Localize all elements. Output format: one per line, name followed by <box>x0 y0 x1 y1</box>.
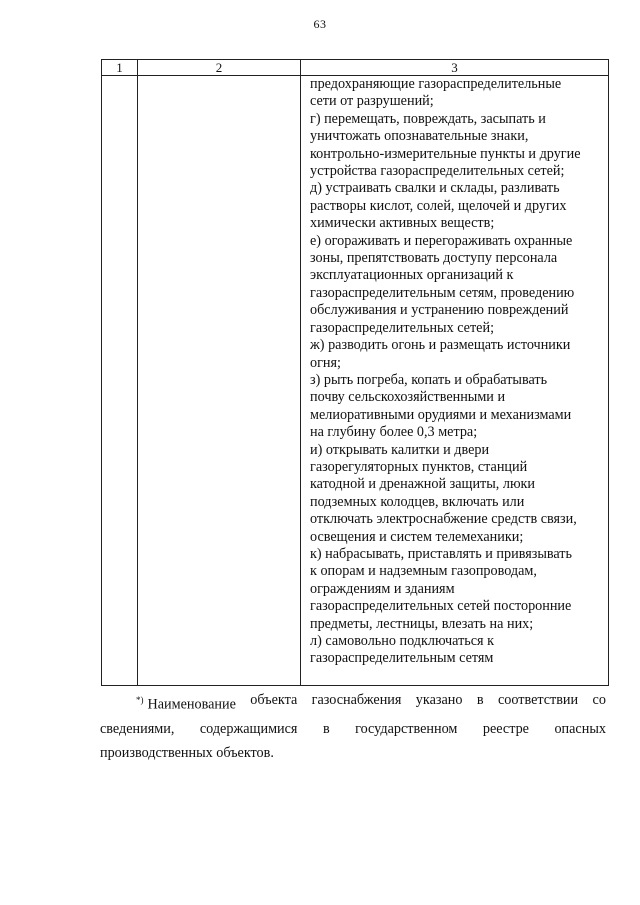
text-line: сети от разрушений; <box>310 93 434 110</box>
page-number: 63 <box>313 17 327 31</box>
document-table <box>101 59 609 686</box>
text-line: к) набрасывать, приставлять и привязывать <box>310 545 572 562</box>
footnote-word: соответствии <box>497 692 579 708</box>
footnote-word: государственном <box>355 720 458 737</box>
text-line: отключать электроснабжение средств связи, <box>310 511 577 528</box>
footnote-word: содержащимися <box>199 720 298 737</box>
text-line: ограждениям и зданиям <box>310 580 455 597</box>
column-header-2: 2 <box>138 60 301 76</box>
text-line: устройства газораспределительных сетей; <box>310 163 565 180</box>
column-header-3: 3 <box>301 60 609 76</box>
text-line: з) рыть погреба, копать и обрабатывать <box>310 371 548 388</box>
footnote-word: реестре <box>482 720 529 737</box>
footnote-word: опасных <box>554 720 606 737</box>
text-line: химически активных веществ; <box>310 215 495 232</box>
text-line: огня; <box>310 354 341 371</box>
text-line: л) самовольно подключаться к <box>310 633 495 649</box>
footnote-word: сведениями, <box>100 720 175 737</box>
footnote-word: объекта <box>250 692 298 708</box>
text-line: почву сельскохозяйственными и <box>310 389 506 406</box>
text-line: газорегуляторных пунктов, станций <box>310 458 528 475</box>
cell-column-2 <box>138 76 301 686</box>
prohibitions-text <box>310 76 604 668</box>
text-line: д) устраивать свалки и склады, разливать <box>310 180 560 197</box>
footnote-word: газоснабжения <box>311 692 402 708</box>
text-line: мелиоративными орудиями и механизмами <box>310 406 572 423</box>
text-line: газораспределительных сетей; <box>310 319 495 336</box>
text-line: на глубину более 0,3 метра; <box>310 424 478 441</box>
text-line: е) огораживать и перегораживать охранные <box>310 232 573 249</box>
column-header-1: 1 <box>102 60 138 76</box>
footnote-line-3: производственных объектов. <box>100 744 274 761</box>
footnote-line-2 <box>100 717 606 741</box>
text-line: к опорам и надземным газопроводам, <box>310 563 537 580</box>
footnote-word: со <box>592 692 606 708</box>
footnote-word: Наименование <box>147 696 236 713</box>
footnote-word: указано <box>415 692 463 708</box>
text-line: газораспределительным сетям <box>310 650 494 667</box>
text-line: предметы, лестницы, влезать на них; <box>310 615 534 632</box>
text-line: обслуживания и устранению повреждений <box>310 302 569 319</box>
footnote-word: в <box>476 692 484 708</box>
text-line: газораспределительных сетей посторонние <box>310 598 572 615</box>
footnote-lead-word <box>136 688 236 717</box>
table-row <box>102 76 609 686</box>
footnote <box>100 688 606 765</box>
text-line: растворы кислот, солей, щелочей и других <box>310 197 567 214</box>
footnote-word: в <box>322 720 330 737</box>
text-line: зоны, препятствовать доступу персонала <box>310 250 558 267</box>
cell-column-3 <box>301 76 609 686</box>
table-header-row <box>102 60 609 76</box>
text-line: ж) разводить огонь и размещать источники <box>310 337 571 354</box>
text-line: уничтожать опознавательные знаки, <box>310 128 529 145</box>
footnote-marker: *) <box>136 695 144 705</box>
text-line: подземных колодцев, включать или <box>310 493 525 510</box>
text-line: освещения и систем телемеханики; <box>310 528 524 545</box>
text-line: газораспределительным сетям, проведению <box>310 284 575 301</box>
cell-column-1 <box>102 76 138 686</box>
text-line: предохраняющие газораспределительные <box>310 76 562 92</box>
footnote-line-1 <box>100 688 606 717</box>
text-line: г) перемещать, повреждать, засыпать и <box>310 110 546 127</box>
text-line: эксплуатационных организаций к <box>310 267 514 284</box>
text-line: контрольно-измерительные пункты и другие <box>310 145 581 162</box>
text-line: и) открывать калитки и двери <box>310 441 490 458</box>
text-line: катодной и дренажной защиты, люки <box>310 476 536 493</box>
